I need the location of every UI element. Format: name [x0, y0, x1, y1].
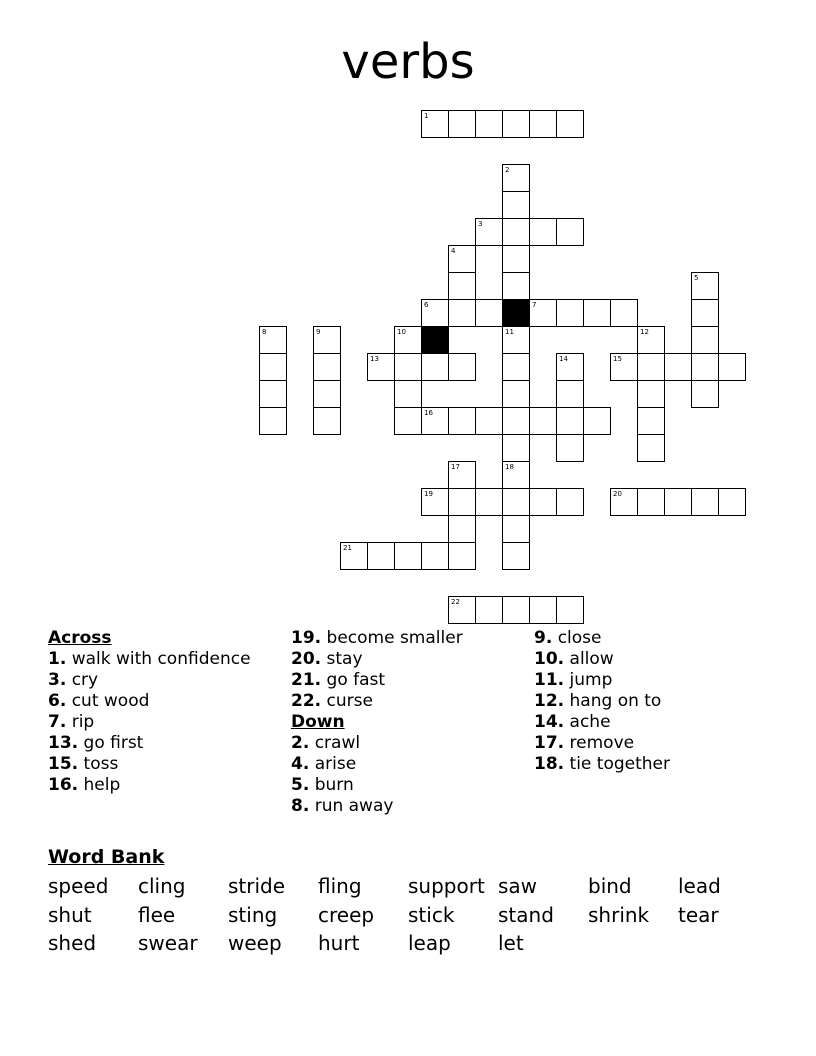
grid-cell[interactable] — [610, 488, 638, 516]
grid-cell[interactable] — [502, 326, 530, 354]
grid-cell[interactable] — [475, 596, 503, 624]
word-bank-item: sting — [228, 902, 278, 927]
clue-item: 22. curse — [291, 691, 373, 711]
grid-cell[interactable] — [502, 596, 530, 624]
word-bank-item: stride — [228, 874, 286, 898]
grid-cell[interactable] — [556, 407, 584, 435]
word-bank-item: leap — [408, 931, 451, 955]
clues-col2 — [291, 628, 521, 817]
clue-number: 9 — [316, 328, 321, 336]
grid-cell[interactable] — [448, 110, 476, 138]
grid-cell[interactable] — [421, 353, 449, 381]
grid-cell[interactable] — [502, 272, 530, 300]
grid-cell[interactable] — [502, 461, 530, 489]
grid-cell[interactable] — [259, 407, 287, 435]
grid-cell[interactable] — [421, 407, 449, 435]
clue-item: 5. burn — [291, 775, 354, 795]
down-heading: Down — [291, 712, 345, 732]
clue-item: 12. hang on to — [534, 691, 662, 711]
clue-item: 10. allow — [534, 649, 614, 669]
clue-item: 6. cut wood — [48, 691, 150, 711]
grid-cell[interactable] — [556, 434, 584, 462]
word-bank-item: saw — [498, 874, 538, 898]
grid-cell[interactable] — [313, 380, 341, 408]
grid-cell[interactable] — [313, 407, 341, 435]
clue-number: 1 — [424, 112, 429, 120]
down-clues-col3 — [534, 628, 764, 775]
grid-cell[interactable] — [610, 299, 638, 327]
grid-cell[interactable] — [556, 110, 584, 138]
grid-cell[interactable] — [502, 191, 530, 219]
clue-item: 9. close — [534, 628, 602, 648]
clue-number: 8 — [262, 328, 267, 336]
grid-cell[interactable] — [367, 542, 395, 570]
grid-cell[interactable] — [448, 272, 476, 300]
word-bank-item: shrink — [588, 902, 650, 927]
clue-number: 21 — [343, 544, 352, 552]
grid-cell[interactable] — [448, 245, 476, 273]
grid-cell[interactable] — [529, 110, 557, 138]
grid-cell[interactable] — [394, 326, 422, 354]
grid-cell[interactable] — [502, 407, 530, 435]
clue-item: 8. run away — [291, 796, 394, 816]
grid-cell[interactable] — [448, 461, 476, 489]
grid-cell[interactable] — [421, 110, 449, 138]
grid-cell[interactable] — [475, 218, 503, 246]
grid-cell[interactable] — [475, 299, 503, 327]
across-heading: Across — [48, 628, 112, 648]
grid-cell[interactable] — [475, 110, 503, 138]
across-clues-col1 — [48, 628, 278, 796]
clue-item: 14. ache — [534, 712, 611, 732]
grid-cell[interactable] — [529, 596, 557, 624]
grid-cell[interactable] — [313, 353, 341, 381]
grid-cell[interactable] — [502, 110, 530, 138]
grid-cell[interactable] — [421, 299, 449, 327]
grid-cell[interactable] — [394, 542, 422, 570]
clue-number: 11 — [505, 328, 514, 336]
grid-cell[interactable] — [394, 380, 422, 408]
grid-cell[interactable] — [529, 299, 557, 327]
grid-cell[interactable] — [448, 542, 476, 570]
grid-cell[interactable] — [259, 326, 287, 354]
clue-number: 16 — [424, 409, 433, 417]
grid-cell[interactable] — [448, 353, 476, 381]
grid-cell[interactable] — [664, 353, 692, 381]
grid-cell[interactable] — [421, 542, 449, 570]
grid-cell[interactable] — [529, 218, 557, 246]
clue-item: 3. cry — [48, 670, 99, 690]
grid-cell[interactable] — [502, 164, 530, 192]
clue-number: 18 — [505, 463, 514, 471]
clue-number: 14 — [559, 355, 568, 363]
word-bank-item: bind — [588, 874, 632, 898]
grid-cell[interactable] — [340, 542, 368, 570]
clue-item: 11. jump — [534, 670, 613, 690]
word-bank-item: swear — [138, 931, 198, 955]
grid-cell[interactable] — [502, 434, 530, 462]
grid-cell[interactable] — [691, 488, 719, 516]
word-bank-item: tear — [678, 902, 719, 927]
word-bank-item: flee — [138, 902, 176, 927]
clue-number: 13 — [370, 355, 379, 363]
grid-cell[interactable] — [691, 272, 719, 300]
black-cell — [502, 299, 530, 327]
grid-cell[interactable] — [502, 380, 530, 408]
grid-cell[interactable] — [691, 353, 719, 381]
grid-cell[interactable] — [583, 407, 611, 435]
clue-number: 22 — [451, 598, 460, 606]
grid-cell[interactable] — [529, 407, 557, 435]
grid-cell[interactable] — [718, 353, 746, 381]
grid-cell[interactable] — [394, 353, 422, 381]
grid-cell[interactable] — [637, 407, 665, 435]
grid-cell[interactable] — [610, 353, 638, 381]
clue-item: 19. become smaller — [291, 628, 463, 648]
grid-cell[interactable] — [556, 488, 584, 516]
clue-item: 2. crawl — [291, 733, 361, 753]
black-cell — [421, 326, 449, 354]
grid-cell[interactable] — [529, 488, 557, 516]
word-bank-item: shed — [48, 931, 97, 955]
clue-number: 4 — [451, 247, 456, 255]
clue-number: 15 — [613, 355, 622, 363]
clue-item: 15. toss — [48, 754, 119, 774]
grid-cell[interactable] — [637, 326, 665, 354]
word-bank-item: let — [498, 931, 524, 955]
word-bank-item: speed — [48, 874, 109, 898]
grid-cell[interactable] — [259, 380, 287, 408]
grid-cell[interactable] — [259, 353, 287, 381]
clue-number: 2 — [505, 166, 510, 174]
page-title: verbs — [341, 34, 475, 90]
clue-item: 16. help — [48, 775, 121, 795]
grid-cell[interactable] — [718, 488, 746, 516]
grid-cell[interactable] — [556, 218, 584, 246]
grid-cell[interactable] — [556, 299, 584, 327]
word-bank-item: lead — [678, 874, 721, 898]
grid-cell[interactable] — [691, 299, 719, 327]
clue-number: 6 — [424, 301, 429, 309]
word-bank-item: stick — [408, 902, 455, 927]
grid-cell[interactable] — [637, 488, 665, 516]
grid-cell[interactable] — [637, 380, 665, 408]
grid-cell[interactable] — [502, 515, 530, 543]
grid-cell[interactable] — [421, 488, 449, 516]
grid-cell[interactable] — [502, 353, 530, 381]
clue-item: 21. go fast — [291, 670, 386, 690]
grid-cell[interactable] — [367, 353, 395, 381]
word-bank-item: cling — [138, 874, 186, 898]
grid-cell[interactable] — [637, 353, 665, 381]
grid-cell[interactable] — [475, 488, 503, 516]
grid-cell[interactable] — [502, 218, 530, 246]
grid-cell[interactable] — [448, 515, 476, 543]
grid-cell[interactable] — [583, 299, 611, 327]
word-bank-item: weep — [228, 931, 282, 955]
word-bank-item: fling — [318, 874, 362, 898]
grid-cell[interactable] — [664, 488, 692, 516]
grid-cell[interactable] — [475, 407, 503, 435]
grid-cell[interactable] — [502, 245, 530, 273]
grid-cell[interactable] — [313, 326, 341, 354]
clue-item: 13. go first — [48, 733, 144, 753]
clue-number: 19 — [424, 490, 433, 498]
grid-cell[interactable] — [691, 380, 719, 408]
grid-cell[interactable] — [556, 353, 584, 381]
word-bank-item: shut — [48, 902, 92, 927]
grid-cell[interactable] — [691, 326, 719, 354]
word-bank-item: support — [408, 874, 485, 898]
clue-number: 7 — [532, 301, 537, 309]
clue-item: 4. arise — [291, 754, 357, 774]
clue-item: 20. stay — [291, 649, 363, 669]
clue-number: 17 — [451, 463, 460, 471]
clue-item: 1. walk with confidence — [48, 649, 251, 669]
word-bank-item: hurt — [318, 931, 360, 955]
grid-cell[interactable] — [448, 299, 476, 327]
grid-cell[interactable] — [394, 407, 422, 435]
grid-cell[interactable] — [448, 407, 476, 435]
grid-cell[interactable] — [448, 488, 476, 516]
grid-cell[interactable] — [556, 596, 584, 624]
grid-cell[interactable] — [502, 488, 530, 516]
clue-number: 20 — [613, 490, 622, 498]
clue-number: 5 — [694, 274, 699, 282]
clue-number: 12 — [640, 328, 649, 336]
clue-number: 10 — [397, 328, 406, 336]
grid-cell[interactable] — [556, 380, 584, 408]
clue-item: 17. remove — [534, 733, 635, 753]
grid-cell[interactable] — [502, 542, 530, 570]
grid-cell[interactable] — [448, 596, 476, 624]
word-bank-item: stand — [498, 902, 554, 927]
word-bank-title: Word Bank — [48, 846, 165, 868]
clue-item: 7. rip — [48, 712, 95, 732]
clue-item: 18. tie together — [534, 754, 670, 774]
word-bank-item: creep — [318, 902, 375, 927]
grid-cell[interactable] — [637, 434, 665, 462]
clue-number: 3 — [478, 220, 483, 228]
